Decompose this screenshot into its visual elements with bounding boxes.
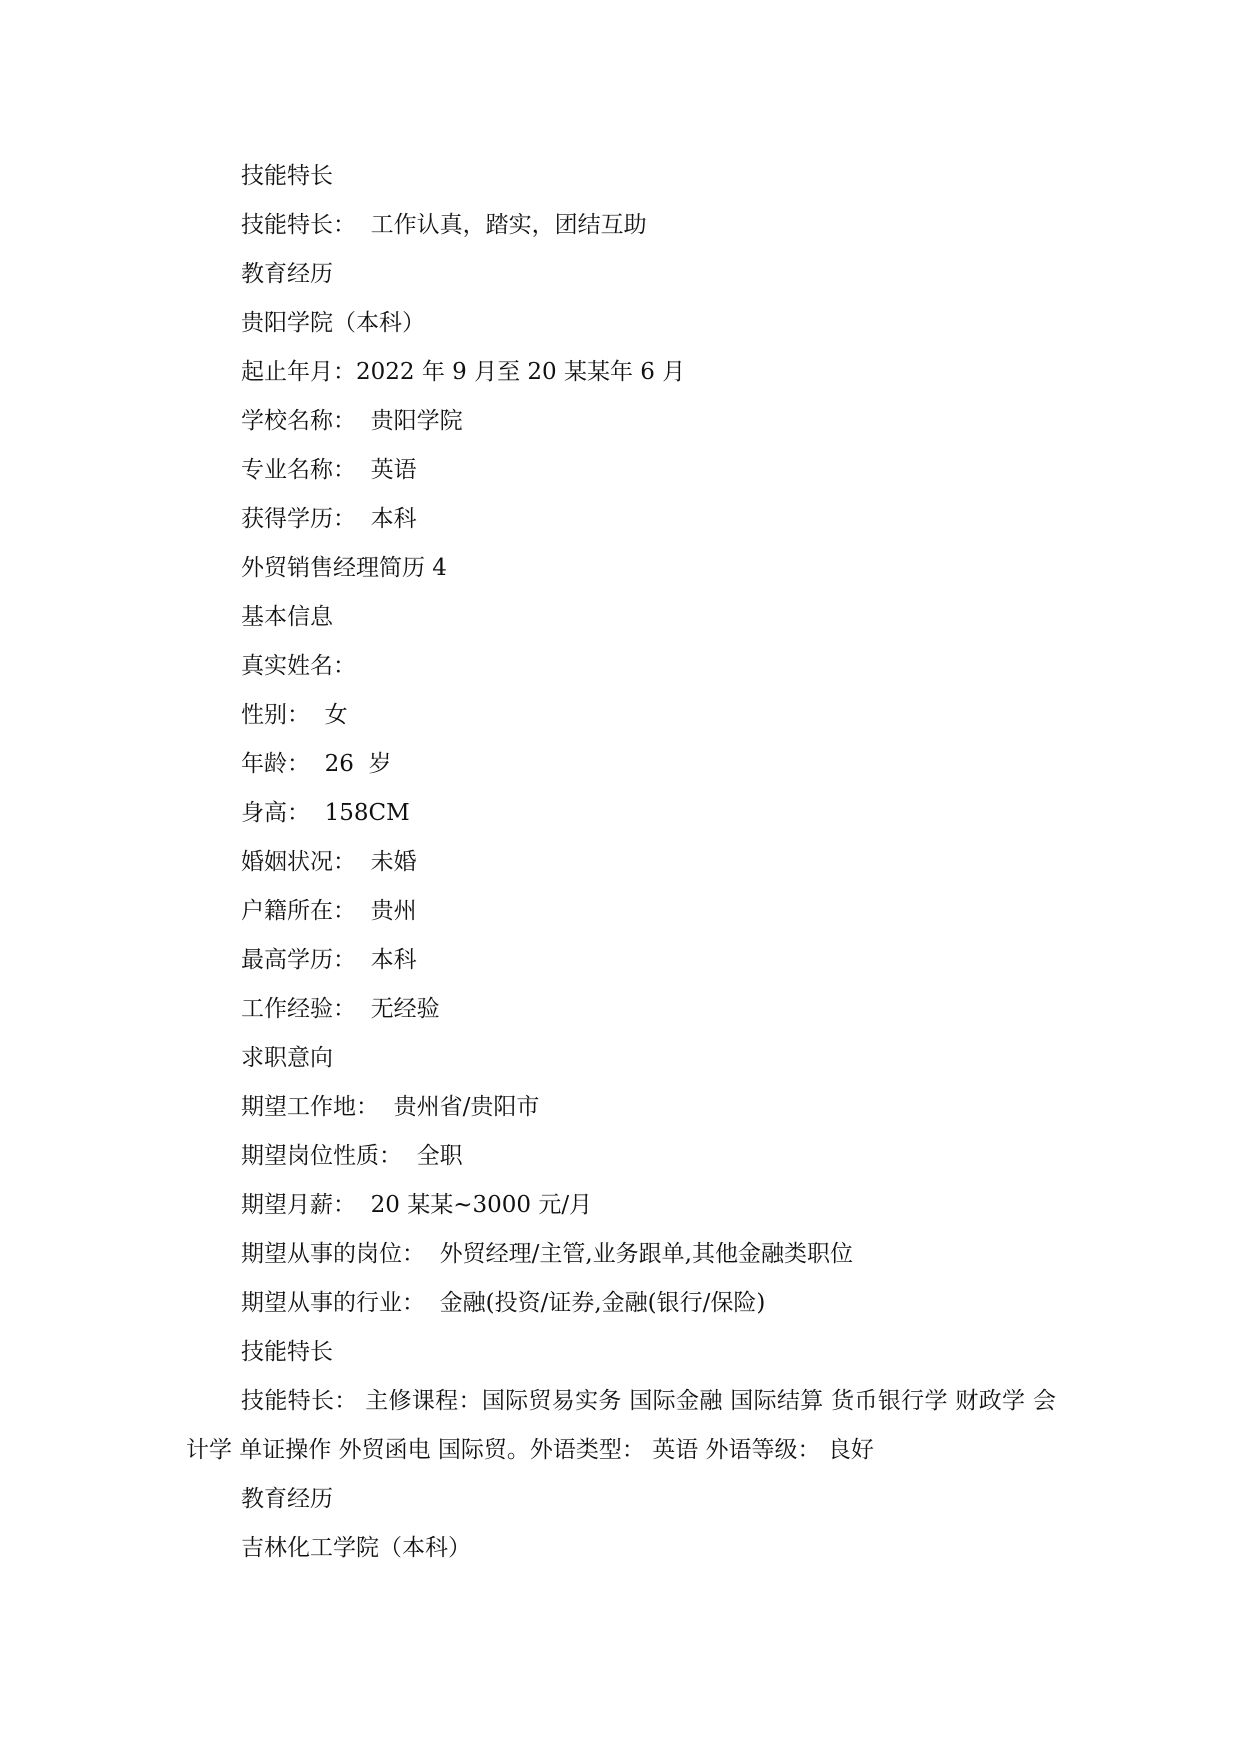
expected-industry: 期望从事的行业： 金融(投资/证券,金融(银行/保险) xyxy=(241,1290,766,1316)
study-period: 起止年月：2022 年 9 月至 20 某某年 6 月 xyxy=(241,359,686,385)
school-title-2: 吉林化工学院（本科） xyxy=(241,1535,471,1561)
skills-line: 技能特长： 工作认真，踏实，团结互助 xyxy=(241,212,647,238)
major-name: 专业名称： 英语 xyxy=(241,457,417,483)
real-name: 真实姓名： xyxy=(241,653,356,679)
section-heading-education-2: 教育经历 xyxy=(241,1486,333,1512)
section-heading-job-intention: 求职意向 xyxy=(241,1045,333,1071)
section-heading-education: 教育经历 xyxy=(241,261,333,287)
resume-content xyxy=(186,152,1056,1573)
section-heading-basic-info: 基本信息 xyxy=(241,604,333,630)
highest-education: 最高学历： 本科 xyxy=(241,947,417,973)
work-experience: 工作经验： 无经验 xyxy=(241,996,440,1022)
section-heading-skills: 技能特长 xyxy=(241,163,333,189)
household-registration: 户籍所在： 贵州 xyxy=(241,898,417,924)
marital-status: 婚姻状况： 未婚 xyxy=(241,849,417,875)
height: 身高： 158CM xyxy=(241,800,410,826)
resume-title: 外贸销售经理简历 4 xyxy=(241,555,447,581)
expected-location: 期望工作地： 贵州省/贵阳市 xyxy=(241,1094,540,1120)
age: 年龄： 26 岁 xyxy=(241,751,392,777)
skills-paragraph: 技能特长： 主修课程：国际贸易实务 国际金融 国际结算 货币银行学 财政学 会计学 单证操作 外贸函电 国际贸。外语类型： 英语 外语等级： 良好 xyxy=(186,1388,1056,1463)
expected-salary: 期望月薪： 20 某某~3000 元/月 xyxy=(241,1192,593,1218)
section-heading-skills-2: 技能特长 xyxy=(241,1339,333,1365)
school-title: 贵阳学院（本科） xyxy=(241,310,425,336)
expected-job-type: 期望岗位性质： 全职 xyxy=(241,1143,463,1169)
gender: 性别： 女 xyxy=(241,702,348,728)
expected-position: 期望从事的岗位： 外贸经理/主管,业务跟单,其他金融类职位 xyxy=(241,1241,853,1267)
school-name: 学校名称： 贵阳学院 xyxy=(241,408,463,434)
degree: 获得学历： 本科 xyxy=(241,506,417,532)
